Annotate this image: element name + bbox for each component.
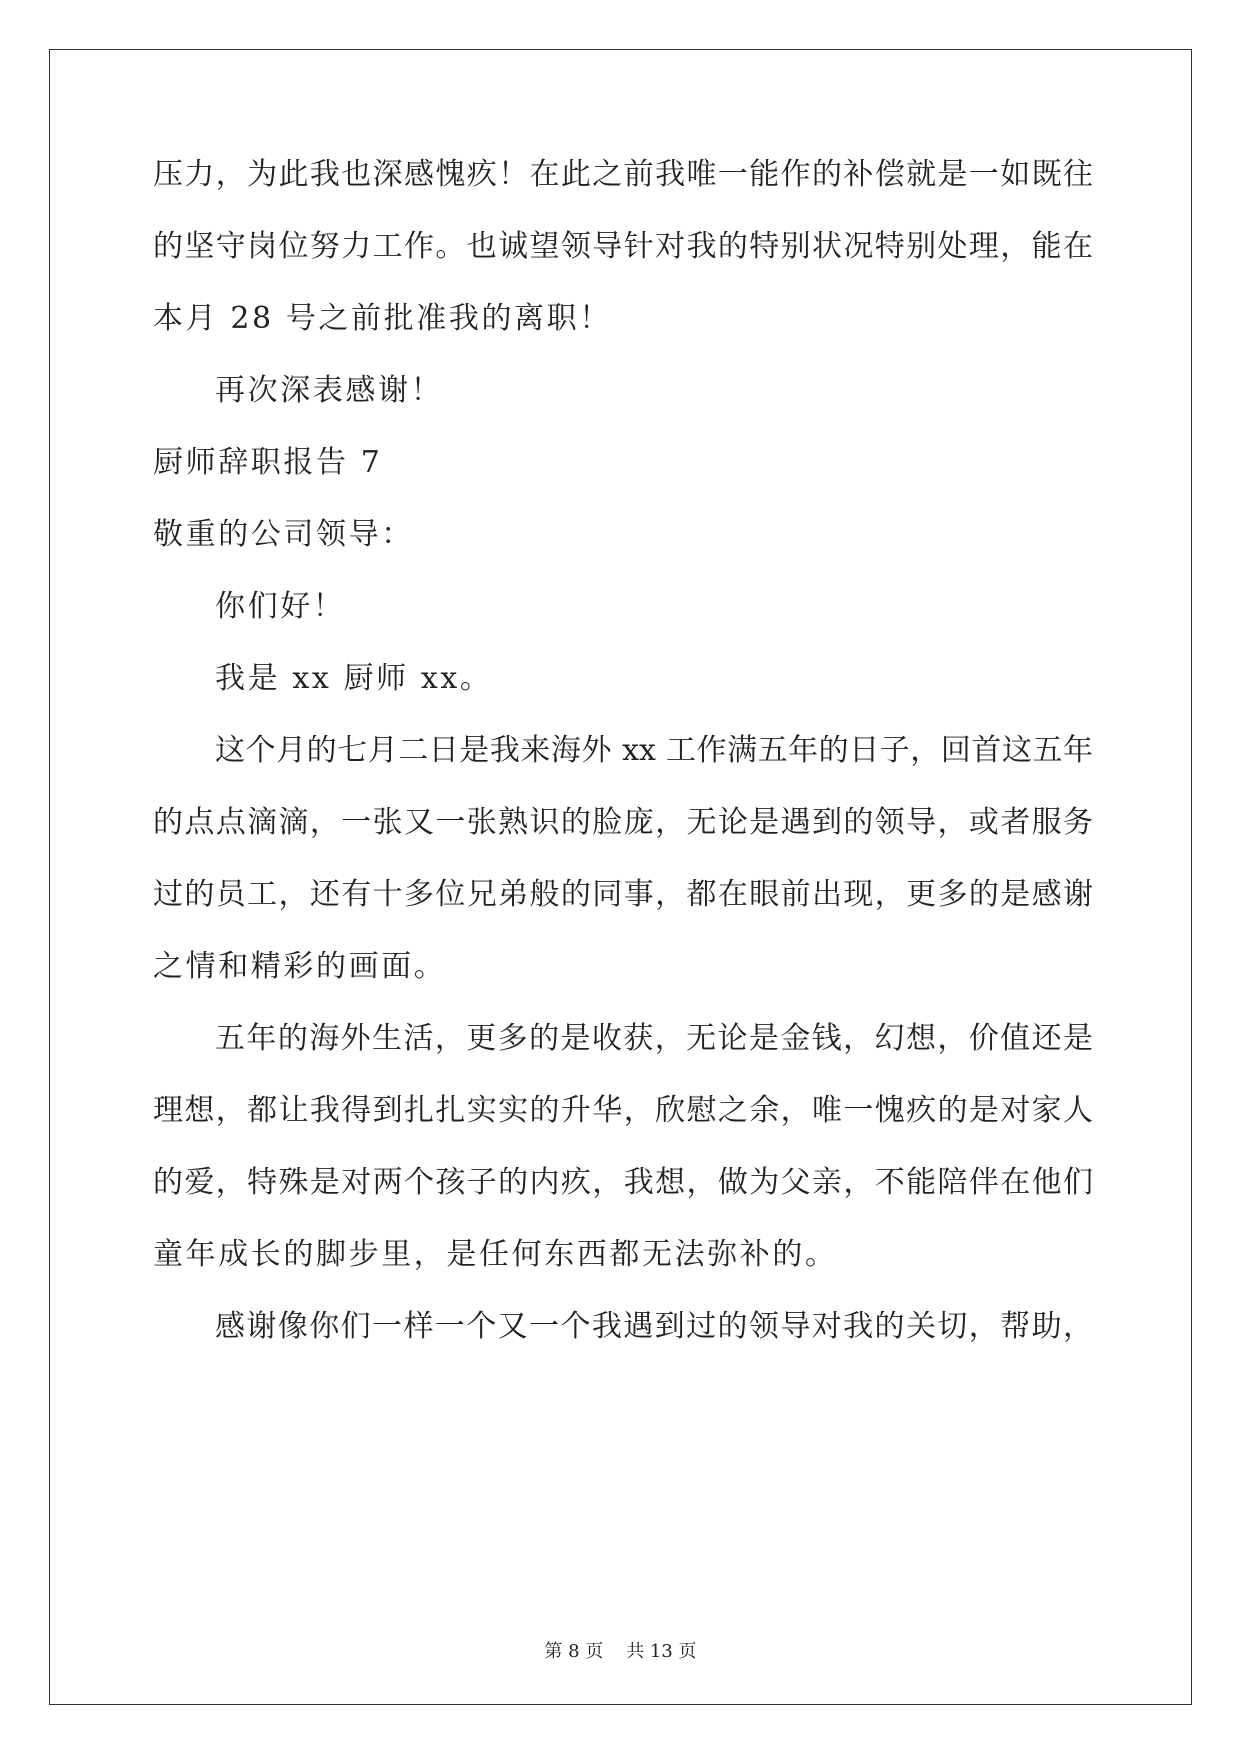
paragraph-line: 的坚守岗位努力工作。也诚望领导针对我的特别状况特别处理，能在	[153, 229, 1093, 264]
paragraph-line: 理想，都让我得到扎扎实实的升华，欣慰之余，唯一愧疚的是对家人	[153, 1093, 1093, 1128]
paragraph-line: 感谢像你们一样一个又一个我遇到过的领导对我的关切，帮助，	[215, 1309, 1093, 1344]
paragraph-line: 这个月的七月二日是我来海外 xx 工作满五年的日子，回首这五年	[215, 733, 1093, 768]
paragraph-line: 过的员工，还有十多位兄弟般的同事，都在眼前出现，更多的是感谢	[153, 877, 1093, 912]
page-footer	[0, 1640, 1241, 1664]
paragraph-line: 童年成长的脚步里，是任何东西都无法弥补的。	[153, 1237, 838, 1272]
page-number: 第 8 页 共 13 页	[544, 1641, 697, 1662]
paragraph-line: 本月 28 号之前批准我的离职！	[153, 301, 612, 336]
paragraph-line: 五年的海外生活，更多的是收获，无论是金钱，幻想，价值还是	[215, 1021, 1093, 1056]
salutation: 敬重的公司领导：	[153, 517, 414, 552]
section-heading: 厨师辞职报告 7	[153, 445, 383, 480]
paragraph-line: 压力，为此我也深感愧疚！在此之前我唯一能作的补偿就是一如既往	[153, 157, 1093, 192]
greeting: 你们好！	[215, 589, 346, 624]
paragraph-line: 再次深表感谢！	[215, 373, 444, 408]
paragraph-line: 的爱，特殊是对两个孩子的内疚，我想，做为父亲，不能陪伴在他们	[153, 1165, 1093, 1200]
paragraph-line: 之情和精彩的画面。	[153, 949, 447, 984]
paragraph-line: 我是 xx 厨师 xx。	[215, 661, 493, 696]
paragraph-line: 的点点滴滴，一张又一张熟识的脸庞，无论是遇到的领导，或者服务	[153, 805, 1093, 840]
